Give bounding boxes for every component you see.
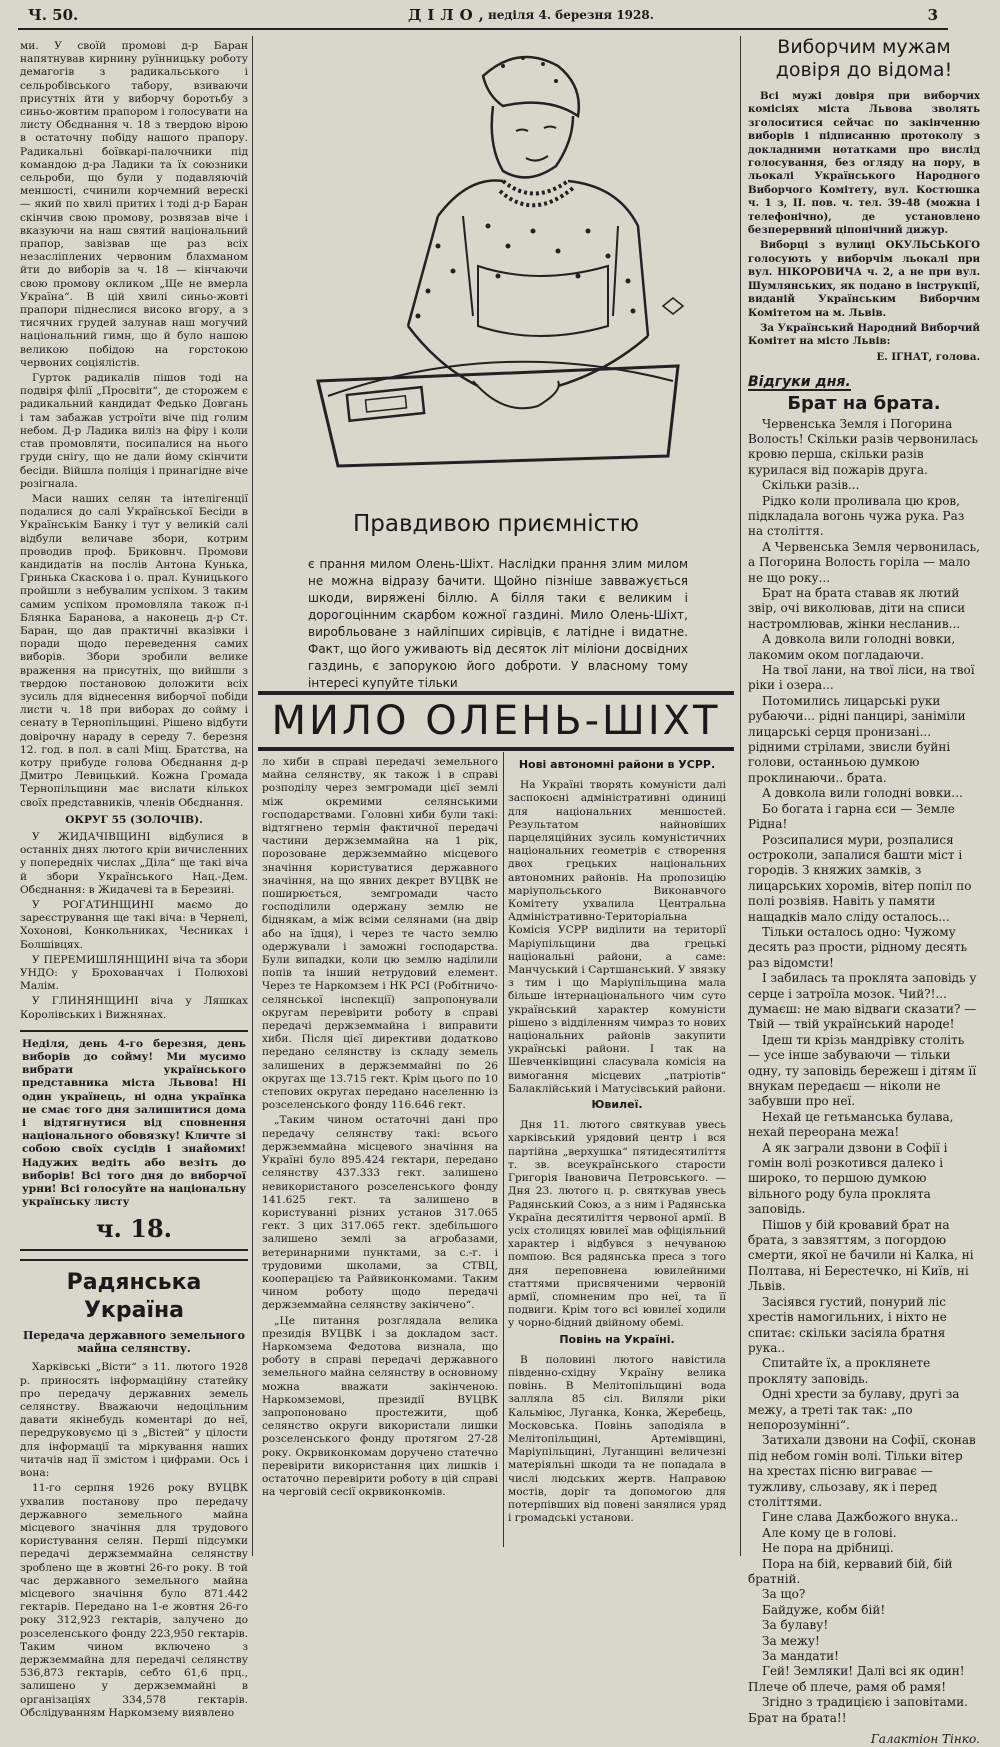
poem-line: Потомились лицарські руки рубаючи... рідні панцирі, заніміли лицарські серця пронизані... рідними стрілами, звисли буйні голови, останньою думкою проклинаючи.. брата. xyxy=(748,693,966,785)
article-heading: Нові автономні райони в УСРР. xyxy=(518,758,716,771)
section-title: Радянська Україна xyxy=(20,1259,248,1325)
poem-line: Ідеш ти крізь мандрівку століть — усе інше забуваючи — тільки одну, ту заповідь бережеш і дітям її внукам передаєш — ніколи не забувши про неї. xyxy=(748,1032,977,1109)
list-number: ч. 18. xyxy=(95,1214,173,1244)
election-call-box xyxy=(20,1030,248,1252)
poem-line: Розсипалися мури, розпалися остроколи, запалися башти міст і городів. З княжих замків, з лицарських хоромів, вітер попіл по полі розвіяв. Навіть у памяти нащадків мало сліду осталось... xyxy=(748,832,972,924)
paragraph: „Це питання розглядала велика президія ВУЦВК і за докладом заст. Наркомзема Федотова визнала, що роботу в справі передачі державного земельного майна селянству в основному можна вважати закінченою. Наркомземові, президії ВУЦВК запропоновано простежити, щоб селянство округи використали лишки розселенського фонду протягом 27-28 року. Окрвиконкомам доручено статечно перевірити використання цих лишків і остаточно перевірити роботу в цій справі на черговій сесії окрвиконкомів. xyxy=(262,1314,498,1499)
poem-line: А довкола вили голодні вовки... xyxy=(762,786,963,801)
section-label: Відгуки дня. xyxy=(748,374,851,391)
okrug-heading: ОКРУГ 55 (ЗОЛОЧІВ). xyxy=(65,813,203,826)
poem-line: За булаву! xyxy=(762,1618,829,1633)
notice-signature: Е. ІГНАТ, голова. xyxy=(876,350,980,363)
poem-line: Одні хрести за булаву, другі за межу, а треті так так: „по непорозумінні“. xyxy=(748,1387,960,1432)
paragraph: ло хиби в справі передачі земельного майна селянству, як також і в справі розподілу через земгромади цієї землі між окремими селянськими господарствами. Головні хиби були такі: відтягнено термін фактичної передачі частини держземмайна на 1 рік, порозоване держземмайно місцевого значіння користуватися державного значіння, на що явних декрет ВУЦВК не поширюється, земгромади часто господілили одержану землю не біднякам, а між всіми селянами (на двір або на їдця), і через те часто землю одержували і заможні господарства. Були випадки, коли цю землю наділили попів та інший нетрудовий елемент. Через те Наркомзем і НК РСІ (Робітничо-селянської інспекції) запропонували округам перевірити роботу в справі передачі держземмайна і виправити хиби. Після цієї директиви додатково передано селянству із складу земель залишених в держземмайні по 26 округах ще 13.715 гект. Крім цього по 10 степових округах передано населенню із розселенського фонду 116.646 гект. xyxy=(262,756,498,1112)
issue-date: неділя 4. березня 1928. xyxy=(488,8,654,22)
paragraph: 11-го серпня 1926 року ВУЦВК ухвалив постанову про передачу державного земельного майна місцевого значіння для трудового користування селян. Перші підсумки передачі держземмайна селянству зроблено ще в жовтні 26-го року. В той час державного земельного майна місцевого значіння було 871.442 гектарів. Передано на 1-е жовтня 26-го року 312,923 гектарів, залучено до розселенського фонду 223,950 гектарів. Таким чином включено з держземмайна для передачі селянству 536,873 гектарів, себто 61,6 прц., залишено у держземмайні в організаціях 334,578 гектарів. Обслідуванням Наркомзему виявлено xyxy=(20,1482,248,1719)
poem-line: Засіявся густий, понурий ліс хрестів намогильних, і ніхто не спитає: скільки засіяла братня рука.. xyxy=(748,1294,947,1355)
paragraph: Гурток радикалів пішов тоді на подвіря філії „Просвіти“, де сторожем є радикальний кандидат Федько Довгань і там забажав устроїти віче під голим небом. Д-р Ладика виліз на фіру і коли став промовляти, посипалися на нього груди снігу, що не дали йому скінчити бесіди. Війшла поліція і принагідне віче розігнала. xyxy=(20,372,248,490)
paragraph: За Український Народний Виборчий Комітет на місто Львів: xyxy=(748,321,980,348)
poem-line: Гей! Земляки! Далі всі як один! Плече об плече, рамя об рамя! xyxy=(748,1664,965,1694)
poem-line: Пішов у бій кровавий брат на брата, з завзяттям, з погордою смерти, якої не бачили ні Калка, ні Полтава, ні Берестечко, ні Київ, ні Львів. xyxy=(748,1217,974,1294)
paragraph: Дня 11. лютого святкував увесь харківський урядовий центр і вся партійна „верхушка“ пятидесятиліття т. зв. всеукраїнського старости Григорія Івановича Петровського. — Дня 23. лютого ц. р. святкував увесь Радянський Союз, а з ним і Радянська Україна десятиліття червоної армії. В усіх столицях ювилеї мав офіціяльний характер і відбувся з нечуваною помпою. Вся радянська преса з того дня переповнена ювилейними статтями присвяченими червоній армії, спомненим про неї, та її подвиги. Крім того всі ювилеї ходили у чорно-бідний двійному обемі. xyxy=(508,1119,726,1330)
poem-line: Нехай це гетьманська булава, нехай переорана межа! xyxy=(748,1109,954,1140)
poem-line: Рідко коли проливала цю кров, підкладала вогонь чужа рука. Раз на століття. xyxy=(748,493,965,539)
paragraph: У ПЕРЕМИШЛЯНЩИНІ віча та збори УНДО: у Брохованчах і Полюхові Малім. xyxy=(20,953,248,993)
poem-line: Спитайте їх, а проклянете прокляту заповідь. xyxy=(748,1356,931,1386)
paragraph: Харківські „Вісти“ з 11. лютого 1928 р. приносять інформаційну статейку про передачу державних земель селянству. Вважаючи недоцільним давати якінебудь коментарі до неї, передруковуємо ці з „Вістей“ у цілости для інформації та міркування наших читачів над її змістом і цифрами. Ось і вона: xyxy=(20,1361,248,1480)
poem-line: Червенська Земля і Погорина Волость! Скільки разів червонилась кровю перша, скільки разів курилася від пожарів друга. xyxy=(748,416,978,477)
paragraph: У ГЛИНЯНЩИНІ віча у Ляшках Королівських і Вижнянах. xyxy=(20,995,248,1021)
column-right xyxy=(748,36,980,1747)
poem-line: Пора на бій, кервавий бій, бій братній. xyxy=(748,1556,953,1586)
author-signature: Галактіон Тінко. xyxy=(870,1732,980,1747)
paragraph: „Таким чином остаточні дані про передачу селянству такі: всього держземмайна місцевого значіння на Україні було 895.424 гектари, передано селянству 437.333 гект. залишено невикористаного розселенського фонду 141.625 гект. та залишено в користуванні різних установ 317.065 гект. З цих 317.065 гект. здебільшого залишено землі за агробазами, ветеринарними пунктами, за с.-г. і трудовими школами, за СТВЦ, кооперацією та Райвиконкомами. Таким чином роботу щодо передачі держземмайна селянству закінчено“. xyxy=(262,1114,498,1312)
poem-line: За що? xyxy=(762,1587,806,1602)
masthead xyxy=(18,4,948,30)
poem-line: А довкола вили голодні вовки, лакомим оком погладаючи. xyxy=(748,632,956,662)
poem-line: За мандати! xyxy=(762,1649,839,1664)
soap-advertisement xyxy=(258,36,734,744)
paragraph: Всі мужі довіря при виборчих комісіях міста Львова зволять зголоситися сейчас по закінченню виборів і підписанню протоколу з докладними нотатками про вислід голосування, без огляду на пору, в льокалі Українського Народного Виборчого Комітету, вул. Костюшка ч. 1 з, II. пов. ч. тел. 39-48 (можна і телефонічно), де установлено безперервний ціпонічний дижур. xyxy=(748,90,980,237)
paragraph: Виборці з вулиці ОКУЛЬСЬКОГО голосують у виборчім льокалі при вул. НІКОРОВИЧА ч. 2, а не при вул. Шумлянських, як подано в інструкції, виданій Українським Виборчим Комітетом на м. Львів. xyxy=(748,239,980,319)
page-number: 3 xyxy=(927,6,938,24)
paragraph: У РОГАТИНЩИНІ маємо до зареєстрування ще такі віча: в Чернелі, Хохонові, Конкольниках, Чесниках і Болшівцях. xyxy=(20,899,248,951)
election-notice xyxy=(748,90,980,364)
ad-body xyxy=(308,556,688,692)
feuilleton-body xyxy=(748,417,980,1747)
poem-line: І забилась та проклята заповідь у серце і затроїла мозок. Чий?!... думаєш: не маю відваги сказати? — Твій — твій український народе! xyxy=(748,971,977,1032)
column-soviet-news xyxy=(508,756,726,1546)
article-heading: Повінь на Україні. xyxy=(559,1332,675,1346)
feuilleton-title: Брат на брата. xyxy=(787,393,941,415)
article-heading: Ювилеї. xyxy=(591,1098,643,1112)
poem-line: Байдуже, кобм бій! xyxy=(762,1602,886,1617)
paragraph: У ЖИДАЧІВЩИНІ відбулися в останніх днях лютого кріи вичисленних у попередніх числах „Діла“ ще такі віча й збори Українського Нац.-Дем. Обєднання: в Жидачеві та в Березині. xyxy=(20,830,248,896)
poem-line: А як заграли дзвони в Софії і гомін волі розкотився далеко і широко, то першою думкою вільного роду була проклята заповідь. xyxy=(748,1140,948,1217)
poem-line: Згідно з традицією і заповітами. Брат на брата!! xyxy=(748,1695,968,1725)
column-divider xyxy=(252,36,253,1556)
paragraph: ми. У своїй промові д-р Баран напятнував кирнину руїнницьку роботу демагогів з радикальського і сельробівського табору, взиваючи присутніх йти у виборчу боротьбу з синьо-жовтим прапором і голосувати на листу Обєднання ч. 18 з твердою вірою в остаточну побіду нашого прапору. Радикальні боївкарі-палочники під командою д-ра Ладики та їх союзники сельроби, що були у подавляючій меншості, счинили корчемний верескі — який по хвилі притих і тоді д-р Баран скінчив свою промову, розвязав віче і вказуючи на наш святий національний прапор, завізвав ще раз всіх незасліплених червоним блахманом йти до виборів за ч. 18 — кінчаючи свою промову окликом „Ще не вмерла Україна“. В цій хвилі синьо-жовті прапори піднеслися високо вгору, а з тисячних грудей залунав наш могучий національний гимн, що й було нашою великою побідою на горстокою червоних соціялістів. xyxy=(20,40,248,369)
poem-line: Затихали дзвони на Софії, сконав під небом гомін волі. Тільки вітер на хрестах пісню виграває — тужливу, сльозаву, як і перед століттями. xyxy=(748,1433,976,1509)
paper-title: ДІЛО, xyxy=(408,6,490,24)
poem-line: А Червенська Земля червонилась, а Погорина Волость горіла — мало не що року... xyxy=(748,539,980,585)
poem-line: На твої лани, на твої ліси, на твої ріки і озера... xyxy=(748,663,975,693)
poem-line: Не пора на дрібниці. xyxy=(762,1541,894,1556)
poem-line: За межу! xyxy=(762,1633,820,1648)
ad-headline: Правдивою приємністю xyxy=(352,511,640,537)
paragraph: На Україні творять комуністи далі заспокоєні адміністративні одиниці для національних меншостей. Результатом найновіших парцеляційних зусиль комуністичних національних геометрів є створення двох грецьких національних автономних районів. На пропозицію маріупольського Виконавчого Комітету ухвалила Центральна Адміністративно-Територіальна Комісія УСРР виділити на території Маріупільщини два грецькі національні райони, а саме: Манчуський і Сартшанський. У звязку з тим і що Маріупільщина мала більше інтернаціонального чим суто український характер комуністи рішено з відділенням чимраз то нових національних районів закупити українські райони. І так на Шевченківщині сласувала комісія на вимогання місцевих „патріотів“ Балаклійський і Матусівський райони. xyxy=(508,779,726,1095)
poem-line: Скільки разів... xyxy=(762,478,860,493)
woman-washing-illustration xyxy=(288,36,708,466)
poem-line: Тільки осталось одно: Чужому десять раз прости, рідному десять раз відомсти! xyxy=(748,924,968,970)
paragraph: Маси наших селян та інтелігенції подалися до салі Української Бесіди в Українськім Банку і тут у великій салі відбули величаве збори, котрим проводив проф. Бриковнч. Промови кандидатів на послів Антона Кунька, Гринька Скаскова і о. прал. Куницького пройшли з небувалим успіхом. З таким самим успіхом промовляла також п-і Блянка Баранова, а наконець д-р Ст. Баран, що дав практичні вказівки і поради щодо переведення самих виборів. Збори зробили велике враження на присутніх, що вийшли з твердою постановою доложити всіх зусиль для віднесення виборчої побіди листи ч. 18 при виборах до сойму і сенату в Тернопільщині. Рішено відбути довірочну нараду в середу 7. березня 12. год. в пол. в салі Міщ. Братства, на котру прибуде голова Обєднання д-р Дмитро Левицький. Кожна Громада Тернопільщини має вислати кількох своїх представників, членів Обєднання. xyxy=(20,492,248,809)
notice-title: Виборчим мужам довіря до відома! xyxy=(775,36,953,81)
column-land-transfer xyxy=(262,756,498,1546)
ad-body-text: є прання милом Олень-Шіхт. Наслідки прання злим милом не можна відразу бачити. Щойно пізніше завважується шкоди, виряжені біллю. А білля таки є великим і дорогоцінним скарбом кожної газдині. Мило Олень-Шіхт, виробльоване з найліпших сирівців, є латідне і видатне. Факт, що його уживають від десяток літ мілiони досвідних газдинь, є запорукою його доброти. У власному тому інтересі купуйте тільки xyxy=(308,557,688,690)
poem-line: Але кому це в голові. xyxy=(762,1525,897,1540)
column-election-report xyxy=(20,40,248,1719)
paragraph: В половині лютого навістила південно-східну Україну велика повінь. В Мелітопільщині вода залляла 85 сіл. Виляли ріки Кальміюс, Луганка, Конка, Жеребець, Московська. Повінь заподіяла в Мелітопільщині, Артемівщині, Маріупільщині, Луганщині величезні матеріяльні шкоди та не попадала в числі людських жертв. Направою мостів, доріг та допомогою для потерпівших від повені занялися уряд і громадські установи. xyxy=(508,1353,726,1525)
column-divider xyxy=(740,36,741,1556)
issue-number: Ч. 50. xyxy=(28,6,79,24)
poem-line: Брат на брата ставав як лютий звір, очі виколював, діти на списи настромлював, жінки несланив... xyxy=(748,586,966,631)
poem-line: Бо богата і гарна єси — Земле Рідна! xyxy=(748,801,955,832)
poem-line: Гине слава Дажбожого внука.. xyxy=(762,1510,959,1525)
article-subtitle: Передача державного земельного майна селянству. xyxy=(23,1329,245,1356)
election-call-text: Неділя, день 4-го березня, день виборів до сойму! Ми мусимо вибрати українського представника міста Львова! Ні один українець, ні одна українка не смає того дня залишитися дома і відтягнутися від сповнення національного обовязку! Кличте зі собою своїх сусідів і знайомих! Надужих ведіть або везіть до виборів! Всі того дня до виборчої урни! Всі голосуйте на національну українську листу xyxy=(22,1037,246,1209)
soap-brand-banner: МИЛО ОЛЕНЬ-ШІХТ xyxy=(258,691,734,751)
column-divider xyxy=(503,752,504,1547)
